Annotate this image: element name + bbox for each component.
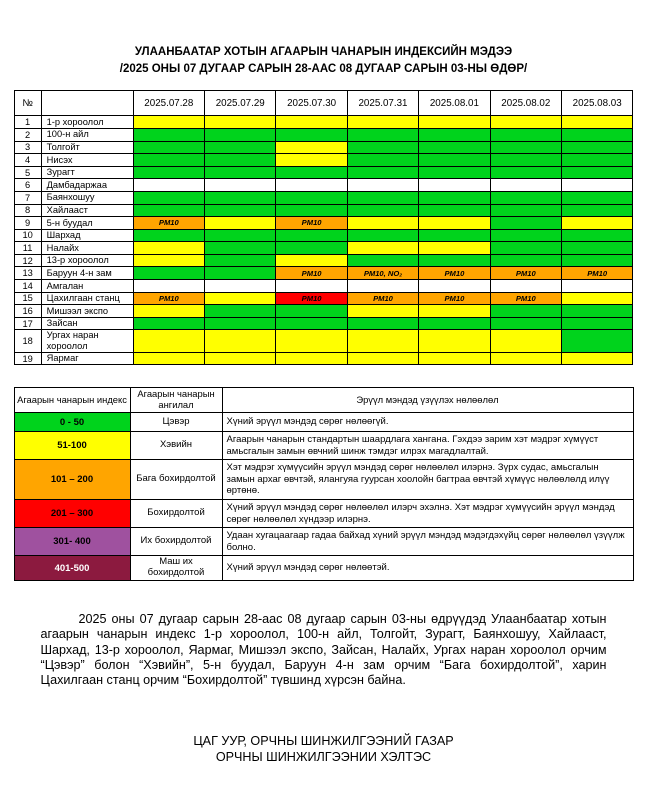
aqi-cell: PM10 (133, 217, 204, 230)
aqi-cell (276, 242, 347, 255)
row-number: 4 (14, 154, 41, 167)
aqi-cell (561, 154, 632, 167)
legend-category-cell: Бохирдолтой (130, 499, 222, 527)
aqi-cell (561, 191, 632, 204)
col-header-date: 2025.08.03 (561, 91, 632, 116)
col-header-date: 2025.07.31 (347, 91, 418, 116)
aqi-cell (205, 305, 276, 318)
aqi-cell (276, 254, 347, 267)
col-header-date: 2025.08.01 (419, 91, 490, 116)
aqi-cell (205, 179, 276, 192)
station-name: Нисэх (41, 154, 133, 167)
aqi-cell (561, 229, 632, 242)
aqi-cell (276, 352, 347, 365)
table-row (14, 330, 633, 352)
legend-range-cell: 0 - 50 (14, 413, 130, 432)
station-name: Хайлааст (41, 204, 133, 217)
aqi-cell (205, 166, 276, 179)
aqi-cell (205, 330, 276, 352)
aqi-cell (347, 352, 418, 365)
station-name: Яармаг (41, 352, 133, 365)
station-name: Баруун 4-н зам (41, 267, 133, 280)
station-name: 13-р хороолол (41, 254, 133, 267)
aqi-cell (490, 154, 561, 167)
row-number: 8 (14, 204, 41, 217)
legend-range-cell: 51-100 (14, 432, 130, 460)
row-number: 6 (14, 179, 41, 192)
legend-effect-cell: Удаан хугацаагаар гадаа байхад хүний эрүүл мэндэд мэдэгдэхүйц сөрөг нөлөөлөл үзүүлж болно. (222, 528, 633, 556)
aqi-cell (561, 352, 632, 365)
table-row (14, 292, 633, 305)
legend-effect-cell: Агаарын чанарын стандартын шаардлага хангана. Гэхдээ зарим хэт мэдрэг хүмүүст амьсгалын замын өвчний шинж тэмдэг илрэх магадлалтай. (222, 432, 633, 460)
aqi-cell (276, 141, 347, 154)
legend-range-cell: 101 – 200 (14, 460, 130, 500)
aqi-cell (347, 204, 418, 217)
aqi-cell (133, 267, 204, 280)
aqi-cell (490, 242, 561, 255)
aqi-cell (276, 166, 347, 179)
col-header-station (41, 91, 133, 116)
col-header-number: № (14, 91, 41, 116)
aqi-cell (561, 330, 632, 352)
legend-effect-cell: Хүний эрүүл мэндэд сөрөг нөлөөтэй. (222, 556, 633, 581)
aqi-cell (205, 317, 276, 330)
aqi-cell (347, 242, 418, 255)
aqi-cell (347, 128, 418, 141)
page-title-line1: УЛААНБААТАР ХОТЫН АГААРЫН ЧАНАРЫН ИНДЕКСИЙН МЭДЭЭ (134, 46, 513, 58)
aqi-cell (133, 154, 204, 167)
aqi-cell (133, 305, 204, 318)
aqi-cell (347, 166, 418, 179)
aqi-cell (276, 128, 347, 141)
aqi-cell (490, 217, 561, 230)
table-row (14, 317, 633, 330)
station-name: Амгалан (41, 280, 133, 293)
table-row (14, 242, 633, 255)
col-header-date: 2025.08.02 (490, 91, 561, 116)
station-name: Дамбадаржаа (41, 179, 133, 192)
legend-effect-cell: Хүний эрүүл мэндэд сөрөг нөлөөлөл илэрч эхэлнэ. Хэт мэдрэг хүмүүсийн эрүүл мэндэд сөрөг нөлөөлөл хүндээр илэрнэ. (222, 499, 633, 527)
col-header-date: 2025.07.29 (205, 91, 276, 116)
aqi-cell (347, 330, 418, 352)
legend-range-cell: 201 – 300 (14, 499, 130, 527)
aqi-cell (490, 229, 561, 242)
row-number: 12 (14, 254, 41, 267)
aqi-table-body (14, 116, 633, 365)
aqi-cell (347, 191, 418, 204)
legend-category-cell: Их бохирдолтой (130, 528, 222, 556)
footer (0, 733, 647, 766)
aqi-cell (419, 128, 490, 141)
aqi-cell (205, 280, 276, 293)
footer-line2: ОРЧНЫ ШИНЖИЛГЭЭНИИ ХЭЛТЭС (215, 749, 432, 764)
aqi-cell (347, 141, 418, 154)
aqi-cell (276, 317, 347, 330)
station-name: Шархад (41, 229, 133, 242)
aqi-cell (561, 141, 632, 154)
aqi-cell (561, 179, 632, 192)
aqi-cell (276, 191, 347, 204)
aqi-cell (490, 330, 561, 352)
aqi-cell (419, 352, 490, 365)
aqi-cell (276, 229, 347, 242)
aqi-cell (419, 204, 490, 217)
legend-effect-cell: Хэт мэдрэг хүмүүсийн эрүүл мэндэд сөрөг нөлөөлөл илэрнэ. Зүрх судас, амьсгалын замын архаг өвчтэй, ялангуяа гуурсан хоолойн багтраа өвчтэй хүмүүс нөлөөлөлд илүү өртөнө. (222, 460, 633, 500)
aqi-cell (419, 229, 490, 242)
row-number: 2 (14, 128, 41, 141)
aqi-cell (347, 179, 418, 192)
station-name: Мишээл экспо (41, 305, 133, 318)
aqi-cell: PM10 (347, 292, 418, 305)
aqi-cell (561, 217, 632, 230)
aqi-cell (205, 352, 276, 365)
legend-row (14, 432, 633, 460)
aqi-cell (205, 116, 276, 129)
aqi-cell (490, 116, 561, 129)
aqi-cell (347, 229, 418, 242)
aqi-cell (133, 166, 204, 179)
aqi-cell (419, 141, 490, 154)
legend-header-row (14, 388, 633, 413)
aqi-cell (133, 317, 204, 330)
aqi-cell (133, 204, 204, 217)
aqi-cell (133, 179, 204, 192)
aqi-cell (347, 217, 418, 230)
table-row (14, 166, 633, 179)
aqi-cell (133, 128, 204, 141)
table-row (14, 217, 633, 230)
row-number: 14 (14, 280, 41, 293)
aqi-cell (561, 305, 632, 318)
aqi-cell (276, 116, 347, 129)
aqi-cell (347, 305, 418, 318)
table-row (14, 141, 633, 154)
aqi-cell (205, 267, 276, 280)
aqi-cell (561, 128, 632, 141)
aqi-cell (205, 217, 276, 230)
legend-effect-cell: Хүний эрүүл мэндэд сөрөг нөлөөгүй. (222, 413, 633, 432)
aqi-cell (419, 217, 490, 230)
station-name: Цахилгаан станц (41, 292, 133, 305)
page-title-line2: /2025 ОНЫ 07 ДУГААР САРЫН 28-ААС 08 ДУГААР САРЫН 03-НЫ ӨДӨР/ (119, 62, 528, 75)
aqi-cell (419, 330, 490, 352)
aqi-cell (419, 242, 490, 255)
aqi-cell (490, 179, 561, 192)
aqi-cell (205, 229, 276, 242)
table-row (14, 280, 633, 293)
row-number: 1 (14, 116, 41, 129)
aqi-cell (419, 154, 490, 167)
aqi-cell (561, 166, 632, 179)
aqi-cell: PM10 (133, 292, 204, 305)
aqi-cell (419, 191, 490, 204)
row-number: 18 (14, 330, 41, 352)
aqi-cell: PM10 (490, 292, 561, 305)
aqi-cell (419, 179, 490, 192)
aqi-cell (419, 280, 490, 293)
table-row (14, 128, 633, 141)
aqi-cell: PM10, NO₂ (347, 267, 418, 280)
row-number: 9 (14, 217, 41, 230)
aqi-cell (205, 292, 276, 305)
row-number: 19 (14, 352, 41, 365)
legend-row (14, 556, 633, 581)
table-row (14, 254, 633, 267)
aqi-cell (490, 191, 561, 204)
legend-header-effect: Эрүүл мэндэд үзүүлэх нөлөөлөл (222, 388, 633, 413)
aqi-cell (205, 191, 276, 204)
table-row (14, 191, 633, 204)
aqi-cell: PM10 (276, 292, 347, 305)
col-header-date: 2025.07.30 (276, 91, 347, 116)
aqi-cell (419, 305, 490, 318)
aqi-cell (419, 317, 490, 330)
aqi-cell (205, 128, 276, 141)
aqi-cell: PM10 (419, 267, 490, 280)
legend-range-cell: 301- 400 (14, 528, 130, 556)
aqi-cell (133, 191, 204, 204)
station-name: Зурагт (41, 166, 133, 179)
aqi-cell (276, 179, 347, 192)
aqi-cell (205, 141, 276, 154)
row-number: 16 (14, 305, 41, 318)
aqi-cell (205, 242, 276, 255)
aqi-table-header-row (14, 91, 633, 116)
legend-table (14, 387, 634, 581)
aqi-cell (276, 154, 347, 167)
aqi-cell (276, 305, 347, 318)
aqi-cell (490, 204, 561, 217)
aqi-cell (133, 254, 204, 267)
aqi-cell (133, 280, 204, 293)
aqi-cell (561, 242, 632, 255)
aqi-cell (561, 116, 632, 129)
row-number: 3 (14, 141, 41, 154)
row-number: 15 (14, 292, 41, 305)
aqi-cell (133, 116, 204, 129)
aqi-cell (419, 254, 490, 267)
col-header-date: 2025.07.28 (133, 91, 204, 116)
aqi-cell (419, 116, 490, 129)
aqi-cell (133, 229, 204, 242)
aqi-cell (490, 352, 561, 365)
aqi-cell (276, 280, 347, 293)
aqi-cell (133, 352, 204, 365)
station-name: Толгойт (41, 141, 133, 154)
legend-category-cell: Хэвийн (130, 432, 222, 460)
legend-category-cell: Цэвэр (130, 413, 222, 432)
aqi-cell (347, 154, 418, 167)
row-number: 11 (14, 242, 41, 255)
aqi-cell (490, 166, 561, 179)
legend-header-category: Агаарын чанарын ангилал (130, 388, 222, 413)
row-number: 13 (14, 267, 41, 280)
table-row (14, 179, 633, 192)
summary-paragraph: 2025 оны 07 дугаар сарын 28-аас 08 дугаар сарын 03-ны өдрүүдэд Улаанбаатар хотын агаарын чанарын индекс 1-р хороолол, 100-н айл, Толгойт, Зурагт, Баянхошуу, Хайлааст, Шархад, 13-р хороолол, Яармаг, Мишээл экспо, Зайсан, Налайх, Ургах наран хороолол орчим “Цэвэр” болон “Хэвийн”, 5-н буудал, Баруун 4-н зам орчим “Бага бохирдолтой”, харин Цахилгаан станц орчим “Бохирдолтой” түвшинд хүрсэн байна. (40, 612, 607, 688)
legend-header-index: Агаарын чанарын индекс (14, 388, 130, 413)
station-name: 100-н айл (41, 128, 133, 141)
legend-row (14, 460, 633, 500)
table-row (14, 305, 633, 318)
legend-table-body (14, 413, 633, 581)
legend-range-cell: 401-500 (14, 556, 130, 581)
aqi-cell (133, 242, 204, 255)
aqi-cell (561, 280, 632, 293)
aqi-cell (561, 204, 632, 217)
aqi-cell: PM10 (561, 267, 632, 280)
table-row (14, 267, 633, 280)
aqi-cell (205, 204, 276, 217)
table-row (14, 116, 633, 129)
aqi-cell (490, 317, 561, 330)
aqi-cell (133, 330, 204, 352)
aqi-cell (347, 280, 418, 293)
aqi-cell (561, 317, 632, 330)
legend-category-cell: Маш их бохирдолтой (130, 556, 222, 581)
legend-row (14, 499, 633, 527)
footer-line1: ЦАГ УУР, ОРЧНЫ ШИНЖИЛГЭЭНИЙ ГАЗАР (193, 733, 454, 748)
table-row (14, 204, 633, 217)
aqi-cell: PM10 (276, 267, 347, 280)
aqi-cell: PM10 (490, 267, 561, 280)
station-name: Баянхошуу (41, 191, 133, 204)
aqi-cell (133, 141, 204, 154)
aqi-cell (347, 317, 418, 330)
station-name: Налайх (41, 242, 133, 255)
legend-row (14, 528, 633, 556)
row-number: 7 (14, 191, 41, 204)
table-row (14, 154, 633, 167)
aqi-cell (561, 254, 632, 267)
row-number: 17 (14, 317, 41, 330)
aqi-cell: PM10 (419, 292, 490, 305)
station-name: Зайсан (41, 317, 133, 330)
aqi-cell (490, 305, 561, 318)
row-number: 5 (14, 166, 41, 179)
aqi-table (14, 90, 634, 365)
aqi-cell (276, 204, 347, 217)
aqi-cell (490, 280, 561, 293)
station-name: 5-н буудал (41, 217, 133, 230)
legend-row (14, 413, 633, 432)
aqi-cell (205, 154, 276, 167)
table-row (14, 352, 633, 365)
aqi-cell (347, 254, 418, 267)
aqi-cell (419, 166, 490, 179)
aqi-cell (276, 330, 347, 352)
aqi-cell (205, 254, 276, 267)
aqi-cell (347, 116, 418, 129)
row-number: 10 (14, 229, 41, 242)
aqi-cell (490, 254, 561, 267)
table-row (14, 229, 633, 242)
aqi-cell (490, 128, 561, 141)
station-name: Ургах наран хороолол (41, 330, 133, 352)
aqi-cell (561, 292, 632, 305)
aqi-cell (490, 141, 561, 154)
legend-category-cell: Бага бохирдолтой (130, 460, 222, 500)
station-name: 1-р хороолол (41, 116, 133, 129)
page-title (0, 44, 647, 77)
aqi-cell: PM10 (276, 217, 347, 230)
